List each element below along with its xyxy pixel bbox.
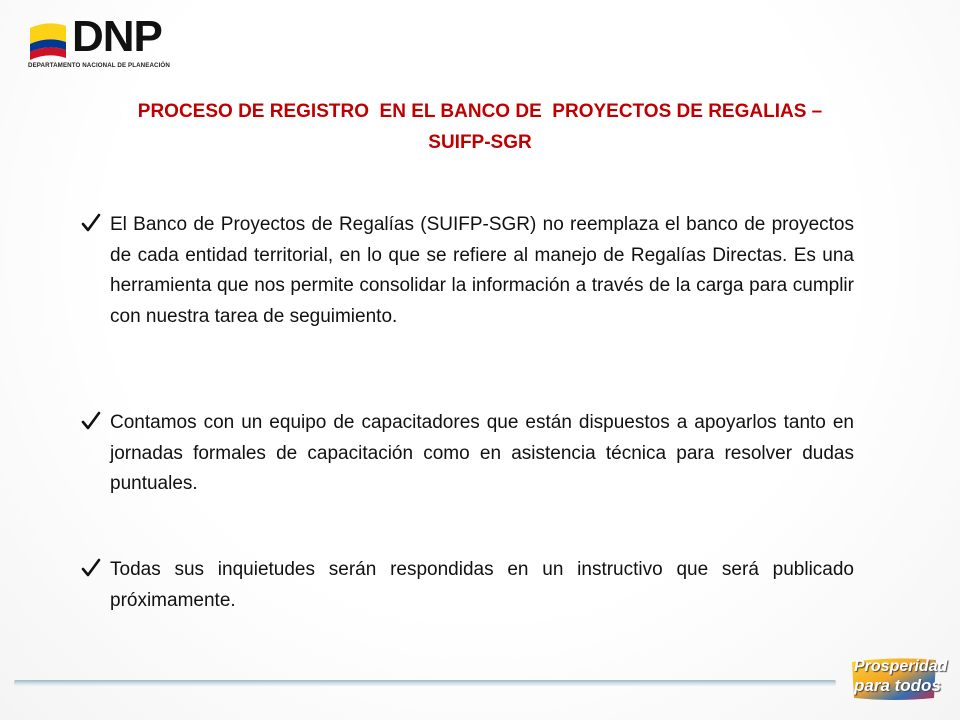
bullet-item [80,408,854,500]
dnp-logo [28,12,198,70]
prosperidad-badge [848,656,948,702]
checkmark-icon [80,555,102,581]
page-title [40,96,920,158]
bullet-item [80,555,854,616]
checkmark-icon [80,210,102,236]
bullet-text: Todas sus inquietudes serán respondidas en un instructivo que será publicado próximamente. [110,559,854,611]
logo-text: DNP [72,12,162,61]
checkmark-icon [80,408,102,434]
footer-divider [14,680,836,686]
title-line-2: SUIFP-SGR [428,132,532,153]
bullet-text: El Banco de Proyectos de Regalías (SUIFP-SGR) no reemplaza el banco de proyectos de cada entidad territorial, en lo que se refiere al manejo de Regalías Directas. Es una herramienta que nos permite consolidar la información a través de la carga para cumplir con nuestra tarea de seguimiento. [110,214,854,327]
colombia-flag-icon [28,20,68,60]
title-line-1: PROCESO DE REGISTRO EN EL BANCO DE PROYECTOS DE REGALIAS – [137,101,823,122]
logo-subtitle: DEPARTAMENTO NACIONAL DE PLANEACIÓN [28,62,170,69]
bullet-text: Contamos con un equipo de capacitadores que están dispuestos a apoyarlos tanto en jornadas formales de capacitación como en asistencia técnica para resolver dudas puntuales. [110,412,854,495]
badge-line-1: Prosperidad [854,658,948,675]
bullet-item [80,210,854,332]
badge-line-2: para todos [854,676,941,695]
